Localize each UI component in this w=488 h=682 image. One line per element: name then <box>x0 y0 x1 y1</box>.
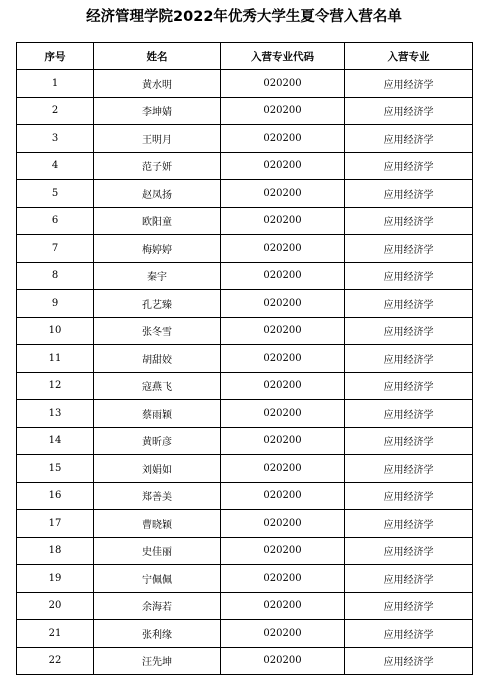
cell-major-code: 020200 <box>221 592 345 620</box>
cell-major-code: 020200 <box>221 125 345 153</box>
header-name: 姓名 <box>94 43 221 70</box>
cell-seq: 17 <box>17 510 94 538</box>
cell-name: 梅婷婷 <box>94 235 221 263</box>
cell-name: 范子妍 <box>94 152 221 180</box>
cell-major: 应用经济学 <box>345 537 473 565</box>
cell-name: 张冬雪 <box>94 317 221 345</box>
cell-major-code: 020200 <box>221 70 345 98</box>
cell-name: 蔡雨颖 <box>94 400 221 428</box>
cell-major-code: 020200 <box>221 152 345 180</box>
cell-name: 宁佩佩 <box>94 565 221 593</box>
cell-major: 应用经济学 <box>345 235 473 263</box>
cell-seq: 18 <box>17 537 94 565</box>
cell-major: 应用经济学 <box>345 290 473 318</box>
cell-seq: 19 <box>17 565 94 593</box>
cell-seq: 12 <box>17 372 94 400</box>
table-row <box>17 592 473 620</box>
cell-major: 应用经济学 <box>345 372 473 400</box>
cell-major-code: 020200 <box>221 372 345 400</box>
cell-seq: 6 <box>17 207 94 235</box>
cell-major-code: 020200 <box>221 262 345 290</box>
cell-major: 应用经济学 <box>345 400 473 428</box>
cell-seq: 2 <box>17 97 94 125</box>
cell-name: 黄昕彦 <box>94 427 221 455</box>
table-row <box>17 97 473 125</box>
cell-major-code: 020200 <box>221 565 345 593</box>
table-row <box>17 235 473 263</box>
cell-seq: 15 <box>17 455 94 483</box>
cell-major: 应用经济学 <box>345 620 473 648</box>
cell-major-code: 020200 <box>221 290 345 318</box>
cell-major: 应用经济学 <box>345 262 473 290</box>
cell-major: 应用经济学 <box>345 70 473 98</box>
cell-major: 应用经济学 <box>345 152 473 180</box>
cell-major: 应用经济学 <box>345 427 473 455</box>
cell-seq: 11 <box>17 345 94 373</box>
table-row <box>17 317 473 345</box>
cell-name: 李坤婧 <box>94 97 221 125</box>
cell-major-code: 020200 <box>221 207 345 235</box>
table-row <box>17 427 473 455</box>
cell-name: 赵凤扬 <box>94 180 221 208</box>
table-row <box>17 207 473 235</box>
cell-major: 应用经济学 <box>345 647 473 675</box>
cell-major: 应用经济学 <box>345 565 473 593</box>
cell-seq: 4 <box>17 152 94 180</box>
cell-name: 刘娟如 <box>94 455 221 483</box>
header-major-code: 入营专业代码 <box>221 43 345 70</box>
cell-major-code: 020200 <box>221 400 345 428</box>
cell-major: 应用经济学 <box>345 482 473 510</box>
table-row <box>17 152 473 180</box>
cell-seq: 21 <box>17 620 94 648</box>
cell-seq: 14 <box>17 427 94 455</box>
cell-seq: 10 <box>17 317 94 345</box>
cell-major: 应用经济学 <box>345 97 473 125</box>
cell-name: 黄水明 <box>94 70 221 98</box>
cell-name: 孔艺臻 <box>94 290 221 318</box>
roster-table <box>16 42 473 675</box>
document-title: 经济管理学院2022年优秀大学生夏令营入营名单 <box>86 9 402 25</box>
table-row <box>17 290 473 318</box>
header-seq: 序号 <box>17 43 94 70</box>
cell-seq: 8 <box>17 262 94 290</box>
cell-name: 胡甜姣 <box>94 345 221 373</box>
cell-major-code: 020200 <box>221 455 345 483</box>
cell-major: 应用经济学 <box>345 125 473 153</box>
cell-seq: 13 <box>17 400 94 428</box>
table-row <box>17 372 473 400</box>
cell-major-code: 020200 <box>221 317 345 345</box>
table-row <box>17 537 473 565</box>
table-row <box>17 125 473 153</box>
table-row <box>17 262 473 290</box>
cell-major-code: 020200 <box>221 427 345 455</box>
cell-name: 郑善美 <box>94 482 221 510</box>
cell-major: 应用经济学 <box>345 510 473 538</box>
cell-major-code: 020200 <box>221 537 345 565</box>
cell-name: 秦宇 <box>94 262 221 290</box>
cell-name: 曹晓颖 <box>94 510 221 538</box>
cell-seq: 3 <box>17 125 94 153</box>
cell-seq: 20 <box>17 592 94 620</box>
table-row <box>17 620 473 648</box>
cell-major: 应用经济学 <box>345 455 473 483</box>
table-row <box>17 180 473 208</box>
header-major: 入营专业 <box>345 43 473 70</box>
cell-seq: 9 <box>17 290 94 318</box>
cell-seq: 5 <box>17 180 94 208</box>
cell-seq: 16 <box>17 482 94 510</box>
cell-major: 应用经济学 <box>345 345 473 373</box>
table-row <box>17 510 473 538</box>
table-row <box>17 345 473 373</box>
table-row <box>17 482 473 510</box>
table-row <box>17 400 473 428</box>
cell-major-code: 020200 <box>221 180 345 208</box>
table-row <box>17 565 473 593</box>
cell-major-code: 020200 <box>221 647 345 675</box>
cell-major: 应用经济学 <box>345 592 473 620</box>
cell-name: 寇燕飞 <box>94 372 221 400</box>
cell-major-code: 020200 <box>221 235 345 263</box>
table-row <box>17 455 473 483</box>
table-row <box>17 70 473 98</box>
cell-name: 欧阳童 <box>94 207 221 235</box>
cell-major: 应用经济学 <box>345 317 473 345</box>
cell-name: 张利缘 <box>94 620 221 648</box>
cell-name: 余海若 <box>94 592 221 620</box>
cell-name: 汪先坤 <box>94 647 221 675</box>
cell-seq: 1 <box>17 70 94 98</box>
cell-major: 应用经济学 <box>345 207 473 235</box>
cell-major-code: 020200 <box>221 510 345 538</box>
cell-major: 应用经济学 <box>345 180 473 208</box>
table-header-row <box>17 43 473 70</box>
cell-major-code: 020200 <box>221 97 345 125</box>
cell-name: 史佳丽 <box>94 537 221 565</box>
cell-major-code: 020200 <box>221 620 345 648</box>
table-row <box>17 647 473 675</box>
cell-major-code: 020200 <box>221 345 345 373</box>
cell-seq: 22 <box>17 647 94 675</box>
cell-name: 王明月 <box>94 125 221 153</box>
cell-major-code: 020200 <box>221 482 345 510</box>
cell-seq: 7 <box>17 235 94 263</box>
